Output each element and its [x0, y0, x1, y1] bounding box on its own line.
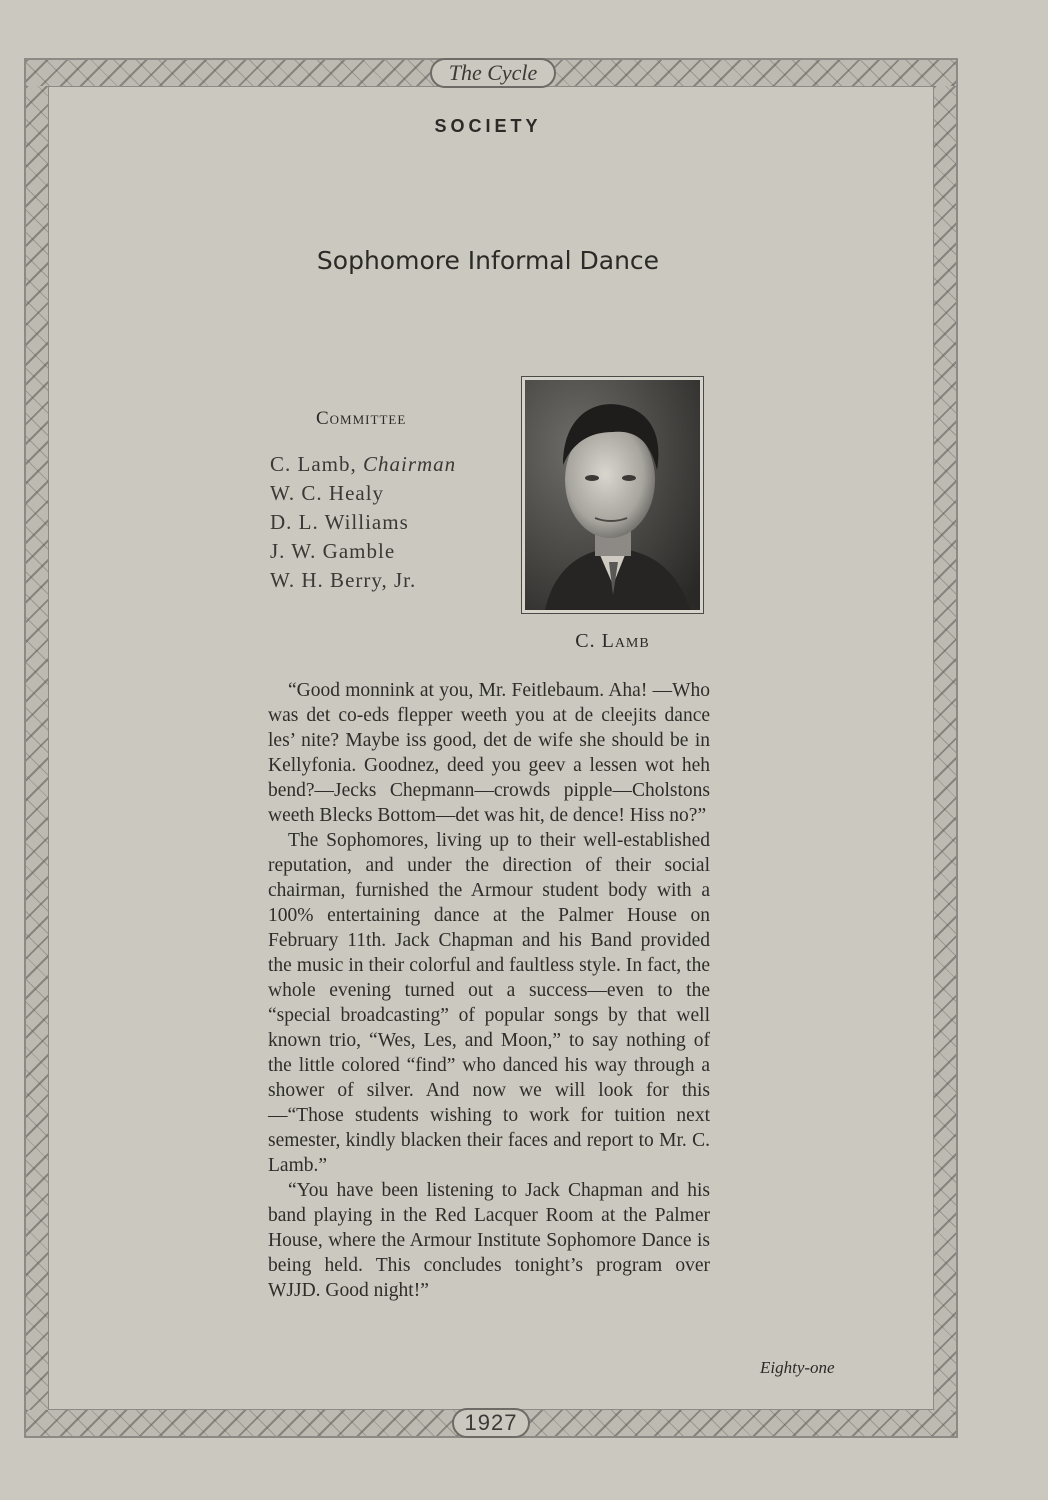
article-paragraph: “Good monnink at you, Mr. Feitlebaum. Aha! —Who was det co-eds flepper weeth you at de cleejits dance les’ nite? Maybe iss good, det de wife she should be in Kellyfonia. Goodnez, deed you geev a lessen wot heh bend?—Jecks Chepmann—crowds pipple—Cholstons weeth Blecks Bottom—det was hit, de dence! Hiss no?” — [268, 680, 710, 826]
portrait-frame — [521, 376, 704, 614]
article-paragraph: The Sophomores, living up to their well-established reputation, and under the direction of their social chairman, furnished the Armour student body with a 100% entertaining dance at the Palmer House on February 11th. Jack Chapman and his Band provided the music in their colorful and faultless style. In fact, the whole evening turned out a success—even to the “special broadcasting” of popular songs by that well known trio, “Wes, Les, and Moon,” to say nothing of the little colored “find” who danced his way through a shower of silver. And now we will look for this—“Those students wishing to work for tuition next semester, kindly blacken their faces and report to Mr. C. Lamb.” — [268, 830, 710, 1176]
member-name: J. W. Gamble — [270, 539, 396, 563]
cycle-emblem: The Cycle — [430, 58, 556, 88]
member-name: D. L. Williams — [270, 510, 409, 534]
portrait-photo — [525, 380, 700, 610]
page-number: Eighty-one — [760, 1358, 835, 1377]
border-band-left — [26, 86, 48, 1410]
committee-member — [270, 537, 510, 566]
border-band-right — [934, 86, 956, 1410]
committee-member — [270, 508, 510, 537]
article-paragraph: “You have been listening to Jack Chapman and his band playing in the Red Lacquer Room at the Palmer House, where the Armour Institute Sophomore Dance is being held. This concludes tonight’s program over WJJD. Good night!” — [268, 1180, 710, 1301]
portrait-image — [525, 380, 700, 610]
committee-member — [270, 450, 510, 479]
committee-heading: Committee — [316, 408, 407, 429]
committee-member — [270, 566, 510, 595]
committee-member — [270, 479, 510, 508]
member-role: Chairman — [363, 452, 457, 476]
member-name: W. H. Berry, Jr. — [270, 568, 417, 592]
member-name: W. C. Healy — [270, 481, 385, 505]
member-name: C. Lamb, — [270, 452, 357, 476]
year-emblem: 1927 — [452, 1408, 530, 1438]
page-title: Sophomore Informal Dance — [316, 246, 660, 275]
section-header: SOCIETY — [434, 116, 542, 136]
article-body — [268, 678, 710, 1303]
committee-list — [270, 408, 510, 595]
portrait-caption: C. Lamb — [575, 630, 650, 652]
